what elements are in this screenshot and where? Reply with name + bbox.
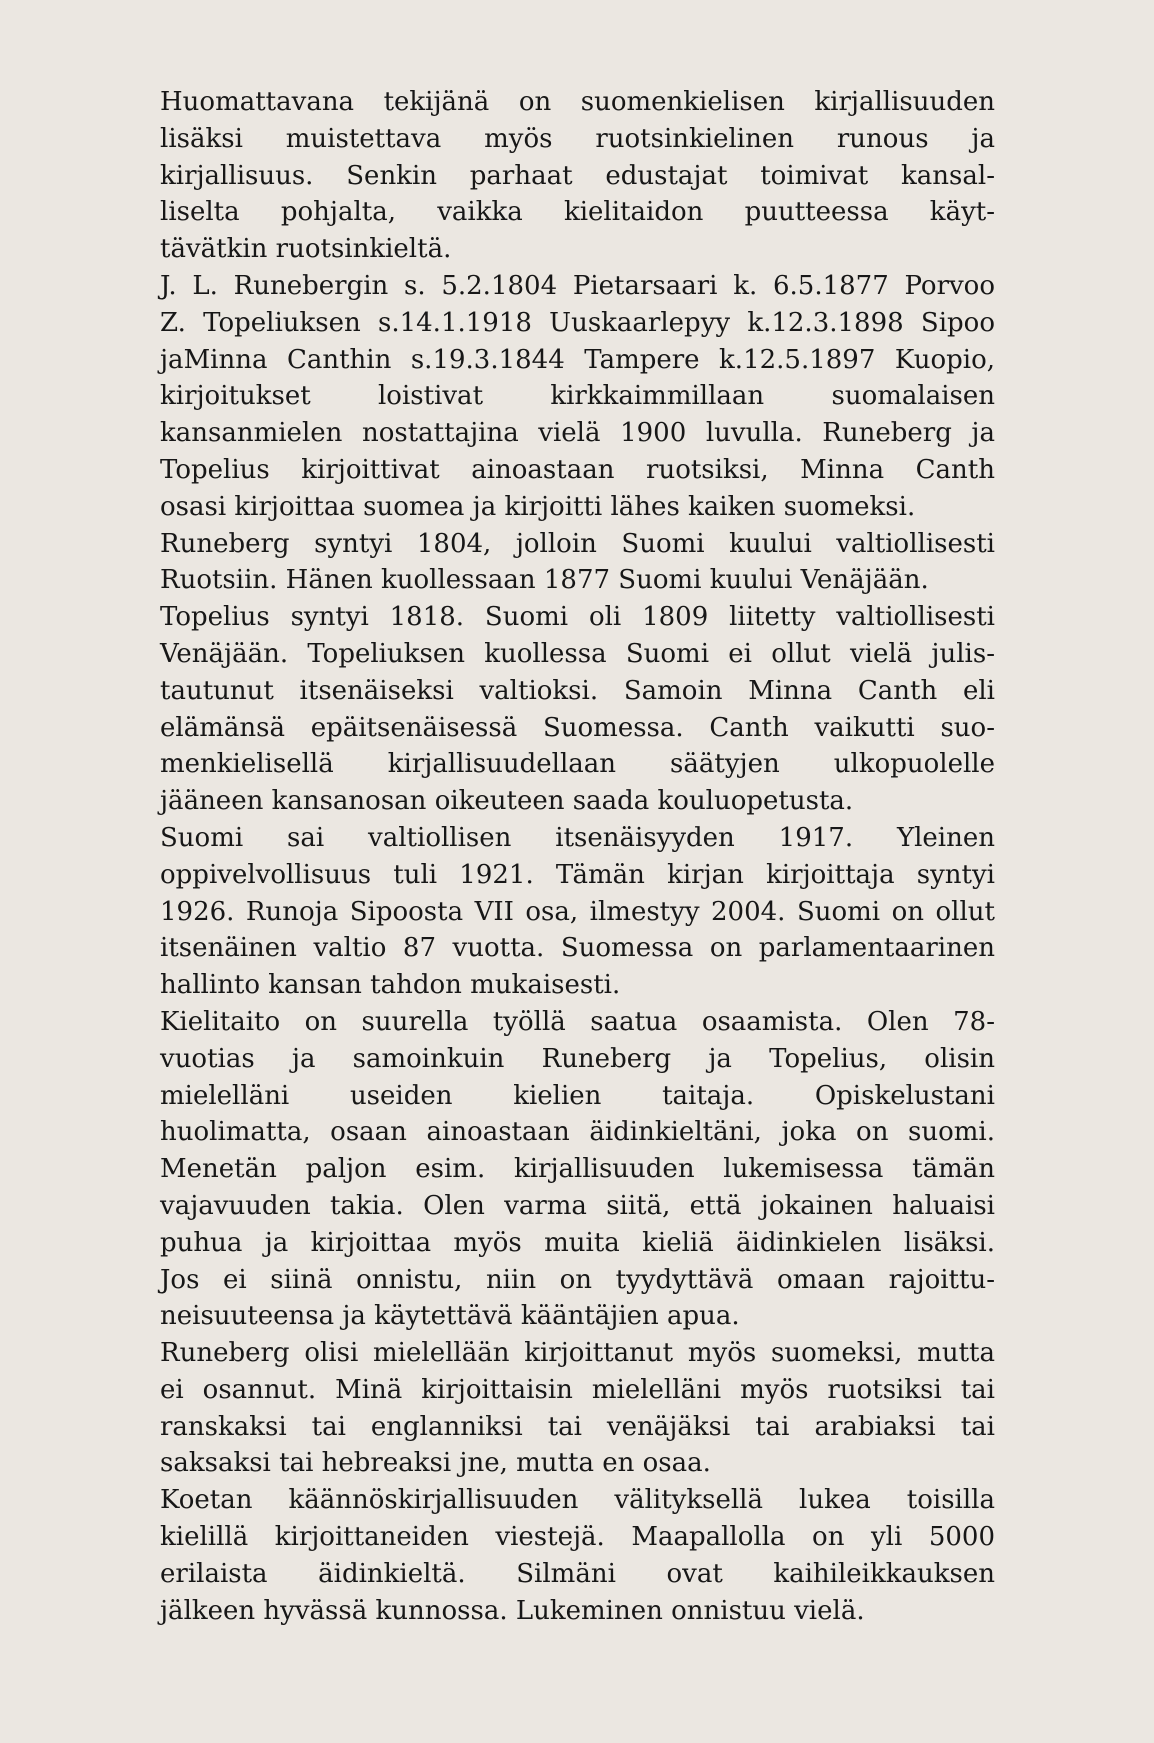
- text-line: Venäjään. Topeliuksen kuollessa Suomi ei ollut vielä julis-: [160, 638, 995, 669]
- text-line: Suomi sai valtiollisen itsenäisyyden 1917. Yleinen: [160, 822, 995, 853]
- text-line: jaMinna Canthin s.19.3.1844 Tampere k.12.5.1897 Kuopio,: [160, 344, 995, 375]
- text-line: Topelius kirjoittivat ainoastaan ruotsiksi, Minna Canth: [160, 454, 995, 485]
- text-line: saksaksi tai hebreaksi jne, mutta en osaa.: [160, 1448, 711, 1479]
- text-line: Menetän paljon esim. kirjallisuuden lukemisessa tämän: [160, 1154, 995, 1185]
- text-line: J. L. Runebergin s. 5.2.1804 Pietarsaari k. 6.5.1877 Porvoo: [160, 270, 995, 301]
- text-line: lisäksi muistettava myös ruotsinkielinen runous ja: [160, 123, 995, 154]
- text-line: elämänsä epäitsenäisessä Suomessa. Canth vaikutti suo-: [160, 712, 995, 743]
- text-line: Z. Topeliuksen s.14.1.1918 Uuskaarlepyy k.12.3.1898 Sipoo: [160, 307, 995, 338]
- text-line: tävätkin ruotsinkieltä.: [160, 234, 452, 265]
- text-line: erilaista äidinkieltä. Silmäni ovat kaihileikkauksen: [160, 1558, 995, 1589]
- text-line: neisuuteensa ja käytettävä kääntäjien apua.: [160, 1301, 740, 1332]
- body-text: [160, 84, 995, 1629]
- text-line: kirjallisuus. Senkin parhaat edustajat toimivat kansal-: [160, 160, 995, 191]
- text-line: vuotias ja samoinkuin Runeberg ja Topelius, olisin: [160, 1043, 995, 1074]
- text-line: jälkeen hyvässä kunnossa. Lukeminen onnistuu vielä.: [160, 1595, 865, 1626]
- text-line: 1926. Runoja Sipoosta VII osa, ilmestyy 2004. Suomi on ollut: [160, 896, 995, 927]
- text-line: ranskaksi tai englanniksi tai venäjäksi tai arabiaksi tai: [160, 1411, 995, 1442]
- text-line: oppivelvollisuus tuli 1921. Tämän kirjan kirjoittaja syntyi: [160, 859, 995, 890]
- text-line: Huomattavana tekijänä on suomenkielisen kirjallisuuden: [160, 87, 995, 117]
- text-line: Kielitaito on suurella työllä saatua osaamista. Olen 78-: [160, 1006, 995, 1037]
- text-line: tautunut itsenäiseksi valtioksi. Samoin Minna Canth eli: [160, 675, 995, 706]
- text-line: hallinto kansan tahdon mukaisesti.: [160, 970, 621, 1001]
- text-line: kansanmielen nostattajina vielä 1900 luvulla. Runeberg ja: [160, 418, 995, 449]
- text-line: jääneen kansanosan oikeuteen saada kouluopetusta.: [160, 786, 854, 817]
- text-line: kielillä kirjoittaneiden viestejä. Maapallolla on yli 5000: [160, 1522, 995, 1553]
- text-line: Topelius syntyi 1818. Suomi oli 1809 liitetty valtiollisesti: [160, 602, 995, 633]
- text-line: Koetan käännöskirjallisuuden välityksellä lukea toisilla: [160, 1485, 995, 1516]
- text-line: mielelläni useiden kielien taitaja. Opiskelustani: [160, 1080, 995, 1111]
- text-line: Ruotsiin. Hänen kuollessaan 1877 Suomi kuului Venäjään.: [160, 565, 929, 596]
- text-line: huolimatta, osaan ainoastaan äidinkieltäni, joka on suomi.: [160, 1117, 995, 1148]
- text-line: kirjoitukset loistivat kirkkaimmillaan suomalaisen: [160, 381, 995, 412]
- text-line: menkielisellä kirjallisuudellaan säätyjen ulkopuolelle: [160, 749, 995, 780]
- text-line: vajavuuden takia. Olen varma siitä, että jokainen haluaisi: [160, 1190, 995, 1221]
- text-line: Runeberg syntyi 1804, jolloin Suomi kuului valtiollisesti: [160, 528, 995, 559]
- text-line: ei osannut. Minä kirjoittaisin mielelläni myös ruotsiksi tai: [160, 1374, 995, 1405]
- text-line: liselta pohjalta, vaikka kielitaidon puutteessa käyt-: [160, 197, 995, 228]
- text-line: puhua ja kirjoittaa myös muita kieliä äidinkielen lisäksi.: [160, 1227, 995, 1258]
- text-line: Jos ei siinä onnistu, niin on tyydyttävä omaan rajoittu-: [160, 1264, 995, 1295]
- text-line: Runeberg olisi mielellään kirjoittanut myös suomeksi, mutta: [160, 1338, 995, 1369]
- text-line: osasi kirjoittaa suomea ja kirjoitti lähes kaiken suomeksi.: [160, 491, 916, 522]
- text-line: itsenäinen valtio 87 vuotta. Suomessa on parlamentaarinen: [160, 933, 995, 964]
